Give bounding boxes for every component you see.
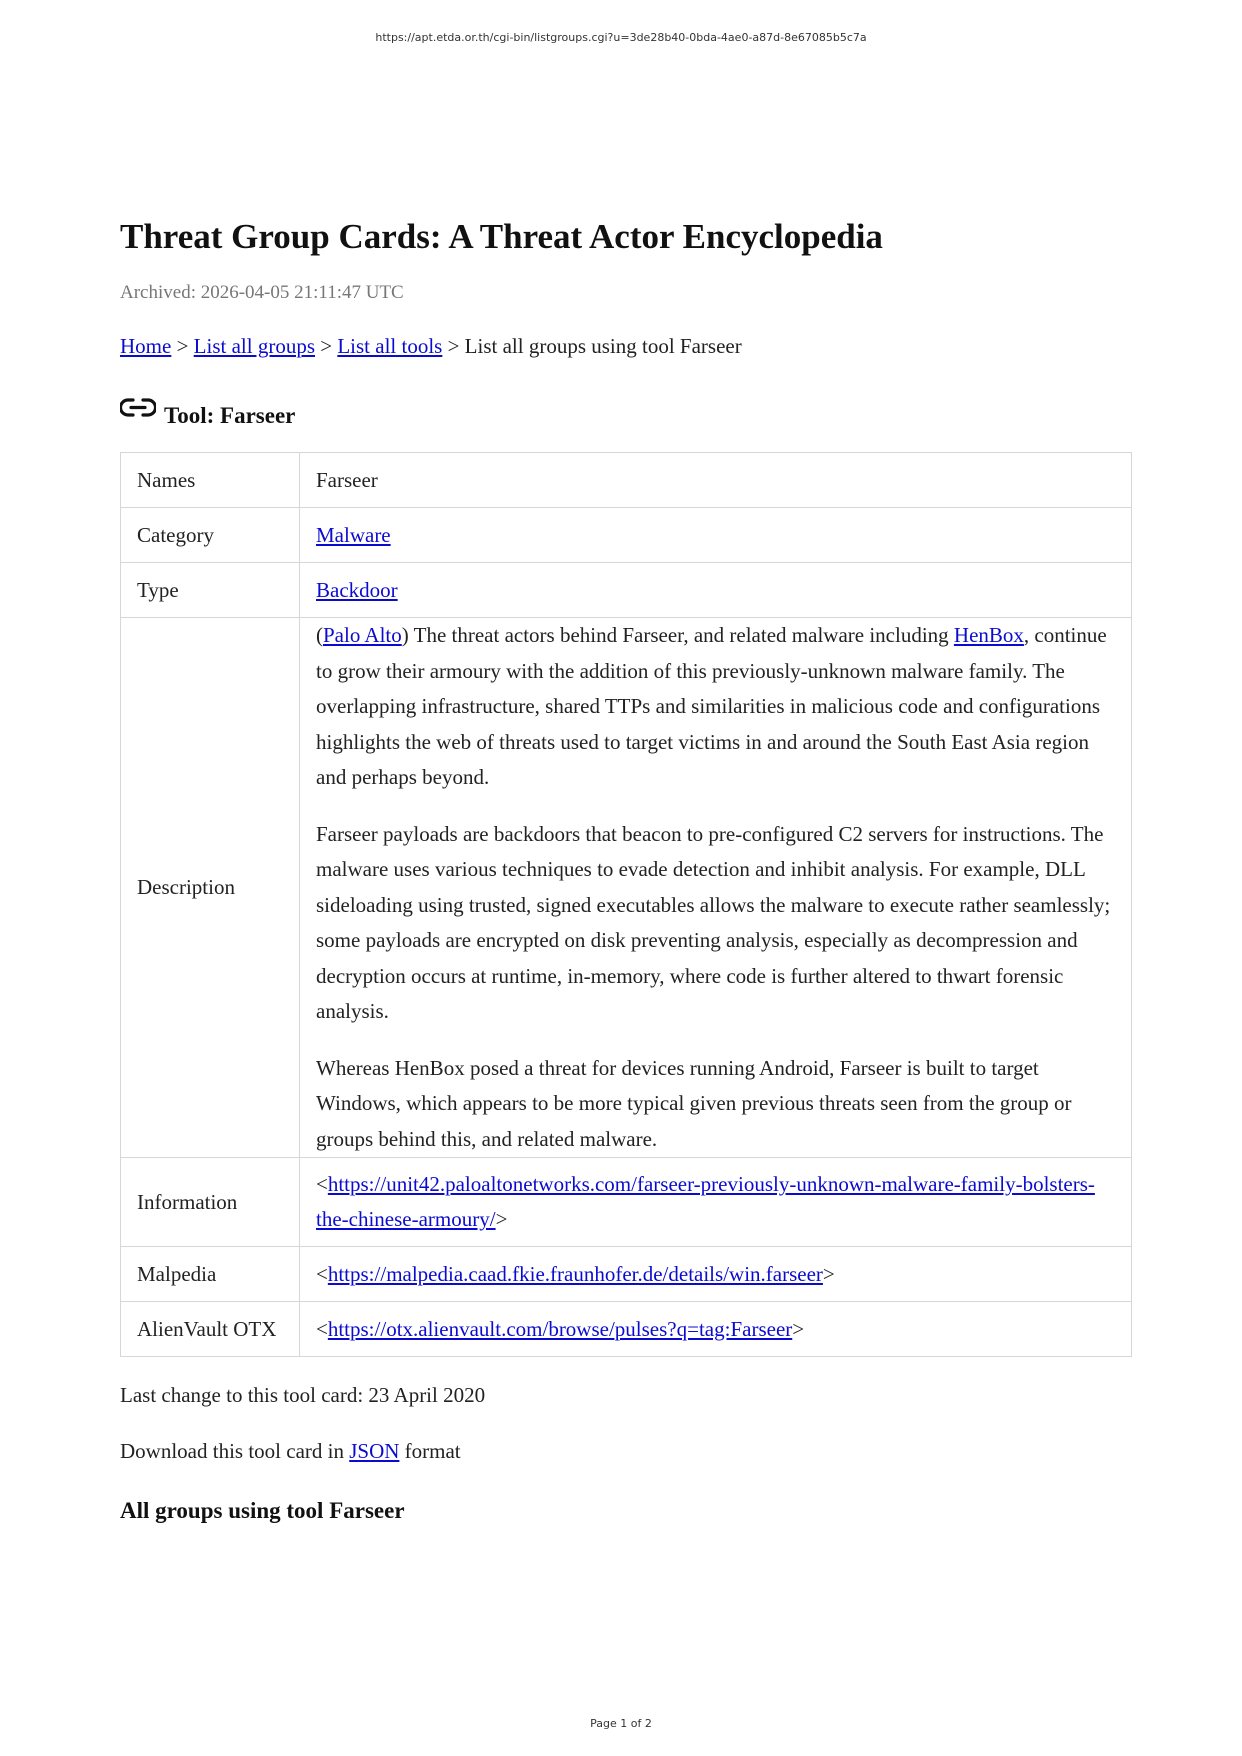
page-title: Threat Group Cards: A Threat Actor Encyclopedia	[120, 217, 883, 256]
page-number: Page 1 of 2	[590, 1717, 652, 1730]
malpedia-link[interactable]: https://malpedia.caad.fkie.fraunhofer.de/details/win.farseer	[327, 1261, 823, 1286]
category-link[interactable]: Malware	[316, 522, 391, 547]
angle-open: <	[316, 1316, 328, 1341]
breadcrumb	[120, 332, 1132, 360]
download-line	[120, 1437, 1132, 1465]
description-text: ) The threat actors behind Farseer, and related malware including	[401, 623, 954, 647]
description-paragraph	[316, 618, 1115, 796]
row-value	[300, 1302, 1132, 1357]
download-suffix: format	[399, 1439, 461, 1463]
angle-close: >	[822, 1261, 835, 1286]
breadcrumb-list-groups-link[interactable]: List all groups	[193, 334, 315, 358]
description-text: , continue to grow their armoury with the addition of this previously-unknown malware family. The overlapping infrastructure, shared TTPs and similarities in malicious code and configurations highlights the web of threats used to target victims in and around the South East Asia region and perhaps beyond.	[316, 623, 1107, 789]
row-label: Information	[121, 1158, 300, 1247]
breadcrumb-current: > List all groups using tool Farseer	[442, 334, 742, 358]
row-label: Names	[121, 453, 300, 508]
description-paragraph: Farseer payloads are backdoors that beacon to pre-configured C2 servers for instructions. The malware uses various techniques to evade detection and inhibit analysis. For example, DLL sideloading using trusted, signed executables allows the malware to execute rather seamlessly; some payloads are encrypted on disk preventing analysis, especially as decompression and decryption occurs at runtime, in-memory, where code is further altered to thwart forensic analysis.	[316, 821, 1111, 1023]
main-content	[120, 214, 1132, 1526]
source-palo-alto-link[interactable]: Palo Alto	[323, 623, 402, 647]
breadcrumb-home-link[interactable]: Home	[120, 334, 172, 358]
row-value	[300, 508, 1132, 563]
table-row-malpedia	[121, 1247, 1132, 1302]
information-link[interactable]: https://unit42.paloaltonetworks.com/farseer-previously-unknown-malware-family-bolsters-the-chinese-armoury/	[316, 1172, 1095, 1231]
archived-timestamp: Archived: 2026-04-05 21:11:47 UTC	[120, 282, 404, 303]
angle-close: >	[792, 1316, 805, 1341]
row-value	[300, 1247, 1132, 1302]
row-label: Description	[121, 618, 300, 1158]
description-paragraph: Whereas HenBox posed a threat for devices running Android, Farseer is built to target Windows, which appears to be more typical given previous threats seen from the group or groups behind this, and related malware.	[316, 1055, 1072, 1151]
tool-title: Tool: Farseer	[164, 403, 296, 428]
print-header-url: https://apt.etda.or.th/cgi-bin/listgroups.cgi?u=3de28b40-0bda-4ae0-a87d-8e67085b5c7a	[375, 31, 867, 44]
groups-section-heading: All groups using tool Farseer	[120, 1498, 405, 1523]
angle-open: <	[316, 1261, 328, 1286]
last-change-text: Last change to this tool card: 23 April 2020	[120, 1383, 486, 1407]
json-download-link[interactable]: JSON	[349, 1439, 400, 1463]
breadcrumb-separator: >	[171, 334, 194, 358]
type-link[interactable]: Backdoor	[316, 577, 398, 602]
table-row-description	[121, 618, 1132, 1158]
henbox-link[interactable]: HenBox	[953, 623, 1024, 647]
breadcrumb-list-tools-link[interactable]: List all tools	[337, 334, 443, 358]
alienvault-link[interactable]: https://otx.alienvault.com/browse/pulses?q=tag:Farseer	[327, 1316, 793, 1341]
download-prefix: Download this tool card in	[120, 1439, 350, 1463]
breadcrumb-separator: >	[315, 334, 338, 358]
tool-details-table	[120, 452, 1132, 1357]
paren-open: (	[316, 623, 323, 647]
tool-heading	[120, 390, 1132, 430]
link-icon	[120, 395, 156, 421]
row-label: Malpedia	[121, 1247, 300, 1302]
table-row-information	[121, 1158, 1132, 1247]
angle-close: >	[495, 1207, 508, 1231]
row-value	[300, 1158, 1132, 1247]
table-row-names	[121, 453, 1132, 508]
row-label: Category	[121, 508, 300, 563]
angle-open: <	[316, 1172, 328, 1196]
row-value	[300, 563, 1132, 618]
table-row-alienvault	[121, 1302, 1132, 1357]
row-value: Farseer	[300, 453, 1132, 508]
description-cell	[300, 618, 1132, 1158]
table-row-type	[121, 563, 1132, 618]
row-label: AlienVault OTX	[121, 1302, 300, 1357]
row-label: Type	[121, 563, 300, 618]
table-row-category	[121, 508, 1132, 563]
